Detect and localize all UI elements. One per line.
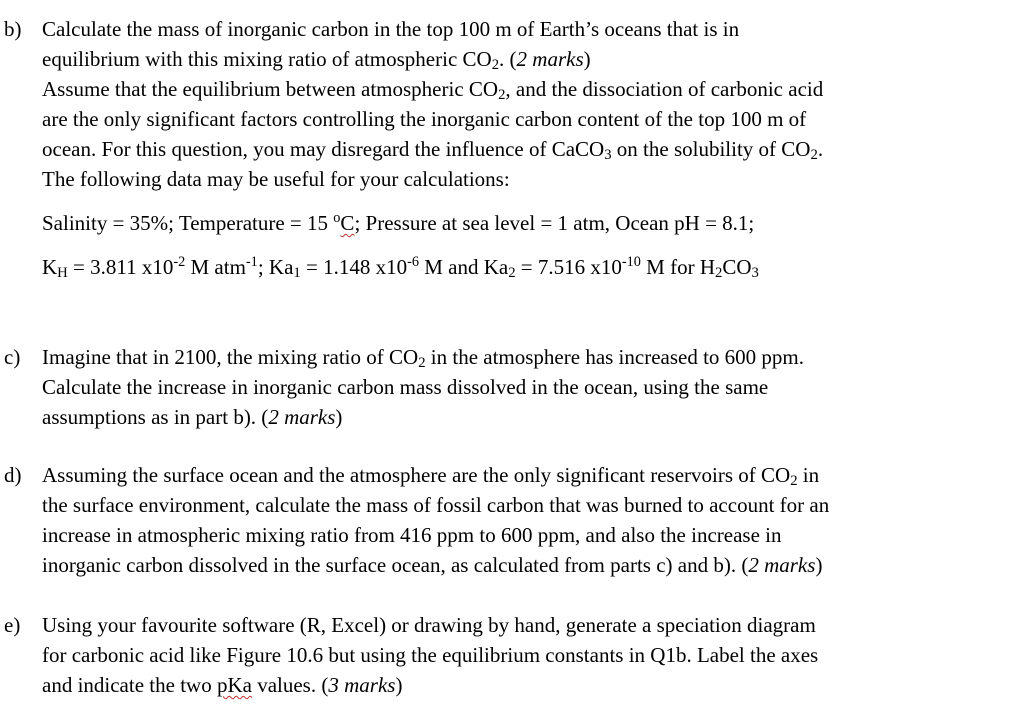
text: . ( [499, 47, 517, 71]
question-b [0, 14, 1010, 194]
text: increase in atmospheric mixing ratio from 416 ppm to 600 ppm, and also the increase in [42, 523, 782, 547]
question-d-line-3 [42, 520, 1010, 550]
text: ) [583, 47, 591, 71]
text: the surface environment, calculate the mass of fossil carbon that was burned to account for an [42, 493, 830, 517]
marks: 3 marks [328, 673, 396, 697]
text: values. ( [251, 673, 329, 697]
text: for carbonic acid like Figure 10.6 but using the equilibrium constants in Q1b. Label the axes [42, 643, 819, 667]
question-d-text [42, 460, 1010, 580]
question-b-label: b) [4, 17, 22, 41]
text: = 7.516 x10 [515, 255, 622, 279]
text: M atm [185, 255, 246, 279]
text: ; Pressure at sea level = 1 atm, Ocean pH = 8.1; [354, 211, 755, 235]
exponent: -10 [621, 254, 641, 271]
question-e-label: e) [4, 613, 21, 637]
subscript: 1 [293, 265, 301, 282]
pka-term: pKa [216, 673, 252, 697]
question-d-line-4 [42, 550, 1010, 580]
assumption-line-3 [42, 134, 1010, 164]
text: M for H [640, 255, 715, 279]
text: Using your favourite software (R, Excel) or drawing by hand, generate a speciation diagram [42, 613, 816, 637]
subscript: 2 [810, 147, 818, 164]
text: equilibrium with this mixing ratio of atmospheric CO [42, 47, 492, 71]
exponent: -6 [407, 254, 419, 271]
question-c-line-1 [42, 342, 1010, 372]
question-b-line-2 [42, 44, 1010, 74]
text: ) [335, 405, 343, 429]
question-d-line-1 [42, 460, 1010, 490]
text: K [42, 255, 58, 279]
text: The following data may be useful for your calculations: [42, 167, 510, 191]
question-e-line-2 [42, 640, 1010, 670]
text: ) [395, 673, 403, 697]
question-c-line-3 [42, 402, 1010, 432]
celsius-unit: C [340, 211, 355, 235]
question-d [0, 460, 1010, 580]
marks: 2 marks [748, 553, 816, 577]
question-c-text [42, 342, 1010, 432]
text: CO [722, 255, 752, 279]
text: assumptions as in part b). ( [42, 405, 269, 429]
assumption-line-1 [42, 74, 1010, 104]
subscript: H [57, 265, 68, 282]
question-e-line-1 [42, 610, 1010, 640]
text: Calculate the increase in inorganic carbon mass dissolved in the ocean, using the same [42, 375, 769, 399]
text: inorganic carbon dissolved in the surface ocean, as calculated from parts c) and b). ( [42, 553, 749, 577]
assumption-line-2 [42, 104, 1010, 134]
question-e [0, 610, 1010, 700]
data-line-constants [42, 252, 759, 282]
subscript: 3 [751, 265, 759, 282]
text: are the only significant factors controlling the inorganic carbon content of the top 100 m of [42, 107, 807, 131]
marks: 2 marks [268, 405, 336, 429]
text: Calculate the mass of inorganic carbon in the top 100 m of Earth’s oceans that is in [42, 17, 740, 41]
text: on the solubility of CO [611, 137, 811, 161]
question-e-line-3 [42, 670, 1010, 700]
subscript: 2 [418, 355, 426, 372]
subscript: 2 [498, 87, 506, 104]
text: . [817, 137, 824, 161]
text: ) [815, 553, 823, 577]
text: Imagine that in 2100, the mixing ratio of CO [42, 345, 419, 369]
question-c-label: c) [4, 345, 21, 369]
subscript: 2 [790, 473, 798, 490]
text: = 1.148 x10 [300, 255, 408, 279]
question-b-line-1 [42, 14, 1010, 44]
degree-superscript: o [333, 210, 341, 227]
text: = 3.811 x10 [67, 255, 174, 279]
text: Assume that the equilibrium between atmospheric CO [42, 77, 499, 101]
data-line-conditions [42, 208, 754, 238]
question-e-text [42, 610, 1010, 700]
assumption-line-4 [42, 164, 1010, 194]
subscript: 3 [604, 147, 612, 164]
text: in the atmosphere has increased to 600 ppm. [425, 345, 805, 369]
question-b-text [42, 14, 1010, 194]
text: and indicate the two [42, 673, 217, 697]
question-c [0, 342, 1010, 432]
question-d-line-2 [42, 490, 1010, 520]
text: ocean. For this question, you may disregard the influence of CaCO [42, 137, 605, 161]
text: Salinity = 35%; Temperature = 15 [42, 211, 334, 235]
text: M and Ka [418, 255, 509, 279]
subscript: 2 [508, 265, 516, 282]
question-d-label: d) [4, 463, 22, 487]
exponent: -1 [245, 254, 258, 271]
text: in [797, 463, 820, 487]
text: , and the dissociation of carbonic acid [505, 77, 824, 101]
text: Assuming the surface ocean and the atmosphere are the only significant reservoirs of CO [42, 463, 791, 487]
subscript: 2 [715, 265, 723, 282]
marks: 2 marks [516, 47, 584, 71]
text: ; Ka [257, 255, 294, 279]
question-c-line-2 [42, 372, 1010, 402]
exponent: -2 [173, 254, 186, 271]
subscript: 2 [491, 57, 500, 74]
